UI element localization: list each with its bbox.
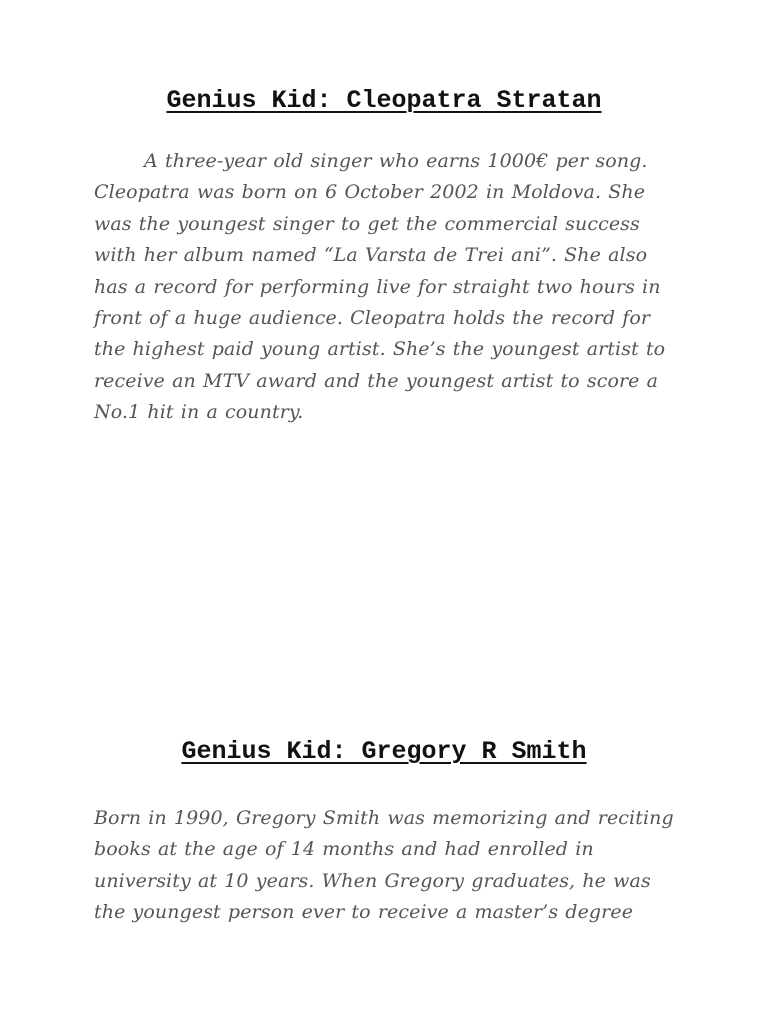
section-title-gregory [0, 737, 768, 767]
section-body-cleopatra: A three-year old singer who earns 1000€ per song. Cleopatra was born on 6 October 2002 in Moldova. She was the youngest singer to get the commercial success with her album named “La Varsta de Trei ani”. She also has a record for performing live for straight two hours in front of a huge audience. Cleopatra holds the record for the highest paid young artist. She’s the youngest artist to receive an MTV award and the youngest artist to score a No.1 hit in a country. [94, 150, 666, 424]
section-title-cleopatra [0, 86, 768, 116]
section-title-text: Genius Kid: Gregory R Smith [181, 737, 587, 766]
section-body-gregory: Born in 1990, Gregory Smith was memorizing and reciting books at the age of 14 months and had enrolled in university at 10 years. When Gregory graduates, he was the youngest person ever to receive a master’s degree [94, 807, 674, 924]
section-title-text: Genius Kid: Cleopatra Stratan [166, 86, 602, 115]
